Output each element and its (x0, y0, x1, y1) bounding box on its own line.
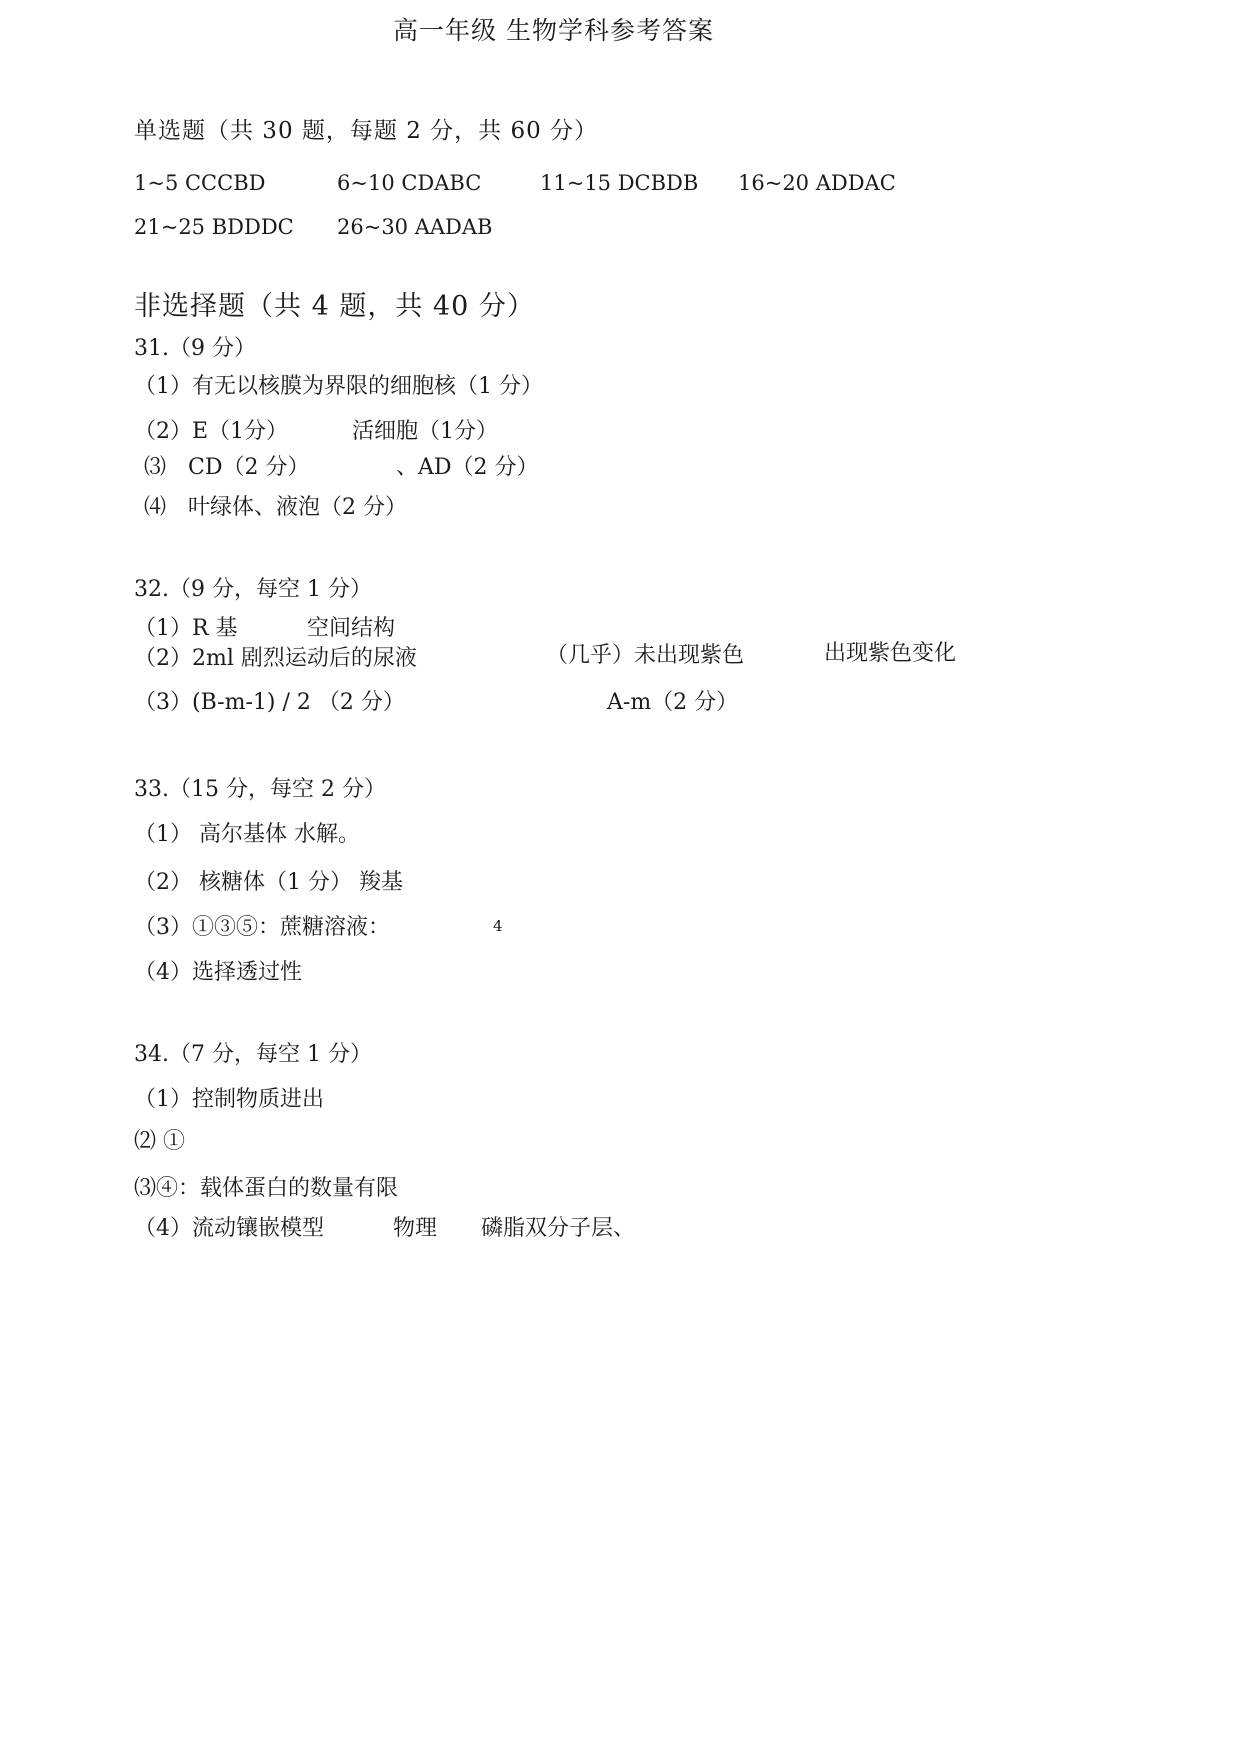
q33-line-3: （3）①③⑤：蔗糖溶液： (134, 915, 390, 940)
q31-heading: 31.（9 分） (134, 336, 256, 361)
q32-heading: 32.（9 分，每空 1 分） (134, 577, 372, 602)
q32-line-3a: （3）(B-m-1) / 2 （2 分） (134, 690, 405, 715)
answer-group-6-10: 6~10 CDABC (337, 171, 482, 195)
q33-line-3-mark: 4 (493, 917, 503, 935)
q34-line-1: （1）控制物质进出 (134, 1087, 324, 1112)
q33-line-1: （1） 高尔基体 水解。 (134, 822, 360, 847)
q31-line-3b: 、AD（2 分） (396, 455, 539, 480)
q34-line-2: ⑵ ① (134, 1129, 185, 1154)
non-choice-heading: 非选择题（共 4 题，共 40 分） (134, 291, 535, 322)
answer-group-26-30: 26~30 AADAB (337, 215, 493, 239)
q31-line-2a: （2）E（1分） (134, 419, 289, 444)
q33-heading: 33.（15 分，每空 2 分） (134, 777, 386, 802)
q32-line-1a: （1）R 基 (134, 616, 238, 641)
q34-line-3: ⑶④：载体蛋白的数量有限 (134, 1176, 399, 1201)
q32-line-3b: A-m（2 分） (607, 690, 739, 715)
q34-line-4c: 磷脂双分子层、 (481, 1216, 636, 1241)
q32-line-2c: 出现紫色变化 (824, 641, 957, 666)
answer-group-21-25: 21~25 BDDDC (134, 215, 294, 239)
q33-line-2: （2） 核糖体（1 分） 羧基 (134, 870, 403, 895)
q32-line-2a: （2）2ml 剧烈运动后的尿液 (134, 646, 417, 671)
q32-line-2b: （几乎）未出现紫色 (546, 643, 745, 668)
q31-line-3a: ⑶ CD（2 分） (144, 455, 310, 480)
q31-line-1: （1）有无以核膜为界限的细胞核（1 分） (134, 374, 543, 399)
q31-line-2b: 活细胞（1分） (352, 419, 498, 444)
answer-group-1-5: 1~5 CCCBD (134, 171, 266, 195)
q33-line-4: （4）选择透过性 (134, 960, 302, 985)
answer-group-11-15: 11~15 DCBDB (540, 171, 699, 195)
q34-heading: 34.（7 分，每空 1 分） (134, 1042, 372, 1067)
q32-line-1b: 空间结构 (307, 616, 396, 641)
q34-line-4b: 物理 (393, 1216, 438, 1241)
q34-line-4a: （4）流动镶嵌模型 (134, 1216, 324, 1241)
page-title: 高一年级 生物学科参考答案 (393, 16, 714, 45)
single-choice-heading: 单选题（共 30 题，每题 2 分，共 60 分） (134, 118, 599, 144)
q31-line-4: ⑷ 叶绿体、液泡（2 分） (144, 495, 407, 520)
answer-group-16-20: 16~20 ADDAC (738, 171, 896, 195)
